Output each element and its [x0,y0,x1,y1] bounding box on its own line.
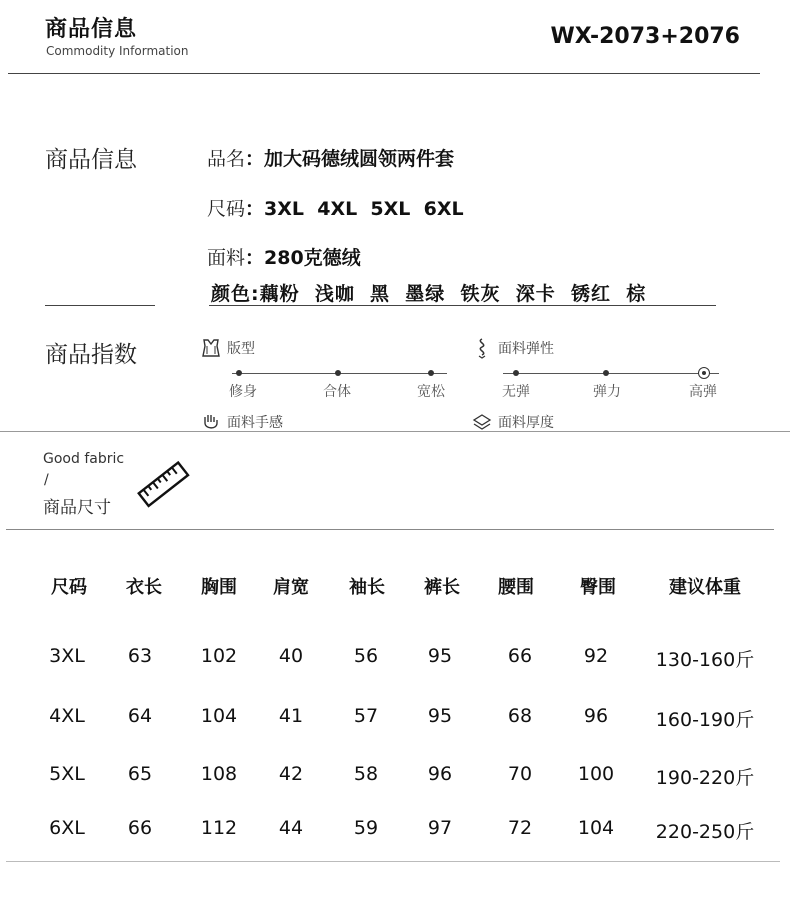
feel-title: 面料手感 [227,415,283,431]
spring-icon [471,337,493,359]
info-section-label: 商品信息 [45,147,137,173]
elastic-selected-marker [698,367,710,379]
feel-heading [200,412,283,432]
size-section-slash: / [44,472,49,488]
table-cell: 96 [427,763,453,785]
table-cell: 4XL [49,705,85,727]
elastic-dot-1 [513,370,519,376]
col-header: 袖长 [349,577,385,598]
fit-label-2: 合体 [323,384,351,400]
col-header: 肩宽 [273,577,309,598]
index-section-label: 商品指数 [45,342,137,368]
table-cell: 66 [507,645,533,667]
table-cell: 3XL [49,645,85,667]
table-bottom-divider [6,861,780,862]
table-cell: 190-220斤 [655,767,755,789]
ruler-icon [133,456,195,514]
table-cell: 108 [200,763,238,785]
table-cell: 57 [353,705,379,727]
fit-dot-3 [428,370,434,376]
table-cell: 40 [278,645,304,667]
table-cell: 56 [353,645,379,667]
table-cell: 63 [127,645,153,667]
fit-dot-1 [236,370,242,376]
elastic-title: 面料弹性 [498,341,554,357]
size-section-cn: 商品尺寸 [43,498,111,518]
table-cell: 220-250斤 [655,821,755,843]
table-cell: 70 [507,763,533,785]
col-header: 建议体重 [669,577,741,598]
thickness-title: 面料厚度 [498,415,554,431]
layers-icon [471,412,493,432]
table-cell: 104 [577,817,615,839]
col-header: 胸围 [201,577,237,598]
table-cell: 130-160斤 [655,649,755,671]
header-title: 商品信息 [45,17,138,42]
fabric-value: ：280克德绒 [245,247,361,269]
table-cell: 96 [583,705,609,727]
fit-title: 版型 [227,341,255,357]
col-header: 腰围 [498,577,534,598]
table-cell: 6XL [49,817,85,839]
fit-label-3: 宽松 [417,384,445,400]
table-cell: 95 [427,645,453,667]
table-cell: 58 [353,763,379,785]
elastic-dot-2 [603,370,609,376]
table-cell: 104 [200,705,238,727]
table-cell: 160-190斤 [655,709,755,731]
table-cell: 97 [427,817,453,839]
table-cell: 68 [507,705,533,727]
size-section-divider [6,529,774,530]
table-cell: 102 [200,645,238,667]
size-section-en: Good fabric [43,451,125,467]
fabric-key: 面料 [207,247,246,269]
colors-line: 颜色:藕粉 浅咖 黑 墨绿 铁灰 深卡 锈红 棕 [211,283,647,305]
size-value: ：3XL 4XL 5XL 6XL [245,198,464,220]
table-cell: 66 [127,817,153,839]
table-cell: 44 [278,817,304,839]
table-cell: 112 [200,817,238,839]
elastic-label-2: 弹力 [593,384,621,400]
product-name-line [207,144,454,171]
size-line [207,194,464,221]
table-cell: 59 [353,817,379,839]
fit-dot-2 [335,370,341,376]
colors-underline [209,305,716,306]
table-cell: 5XL [49,763,85,785]
col-header: 衣长 [126,577,162,598]
info-label-underline [45,305,155,306]
elastic-label-1: 无弹 [502,384,530,400]
elastic-scale-line [503,373,719,374]
hand-icon [200,412,222,432]
fit-heading [200,337,255,359]
thickness-heading [471,412,554,432]
product-name-key: 品名 [207,148,246,170]
product-code: WX-2073+2076 [550,24,740,49]
elastic-label-3: 高弹 [689,384,717,400]
header-divider [8,73,760,74]
fit-label-1: 修身 [229,384,257,400]
elastic-heading [471,337,554,359]
index-cut-divider [0,431,790,432]
header-subtitle: Commodity Information [46,44,189,58]
table-cell: 64 [127,705,153,727]
table-cell: 41 [278,705,304,727]
col-header: 臀围 [580,577,616,598]
col-header: 裤长 [424,577,460,598]
product-name-value: ：加大码德绒圆领两件套 [245,148,455,170]
table-cell: 92 [583,645,609,667]
size-key: 尺码 [207,198,246,220]
fabric-line [207,243,361,270]
table-cell: 95 [427,705,453,727]
table-cell: 42 [278,763,304,785]
col-header: 尺码 [51,577,87,598]
table-cell: 72 [507,817,533,839]
table-cell: 100 [577,763,615,785]
garment-icon [200,337,222,359]
table-cell: 65 [127,763,153,785]
